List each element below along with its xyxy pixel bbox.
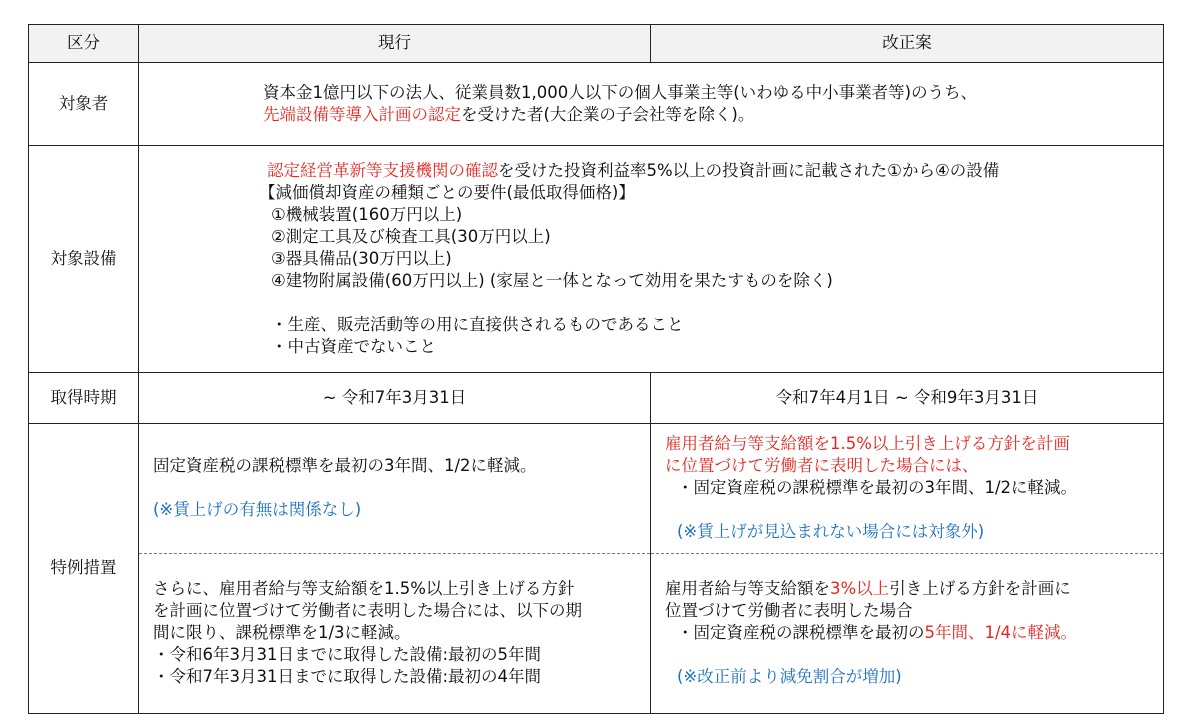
equipment-note: ・生産、販売活動等の用に直接供されるものであること	[271, 314, 684, 334]
special-revised-red1: 雇用者給与等支給額を1.5%以上引き上げる方針を計画	[665, 434, 1070, 454]
spacer	[665, 499, 1155, 521]
special-revised-bottom	[651, 553, 1164, 713]
equipment-item: ④建物附属設備(60万円以上) (家屋と一体となって効用を果たすものを除く)	[271, 270, 833, 290]
label-special-measure: 特例措置	[29, 423, 139, 713]
comparison-table	[28, 24, 1164, 714]
special-current-line1: 固定資産税の課税標準を最初の3年間、1/2に軽減。	[153, 456, 537, 476]
equipment-item: ③器具備品(30万円以上)	[271, 248, 452, 268]
row-special-measure-bottom	[29, 553, 1164, 713]
target-person-highlight: 先端設備等導入計画の認定	[263, 104, 461, 124]
equipment-highlight: 認定経営革新等支援機関の確認	[267, 160, 498, 180]
equipment-line1-rest: を受けた投資利益率5%以上の投資計画に記載された①から④の設備	[498, 160, 1000, 180]
equipment-line1	[259, 160, 1155, 182]
special-revised-bottom-line3	[665, 622, 1155, 644]
acquisition-revised: 令和7年4月1日 ~ 令和9年3月31日	[651, 373, 1164, 424]
text-segment: 引き上げる方針を計画に	[889, 579, 1071, 599]
highlight-segment: 3%以上	[830, 579, 890, 599]
acquisition-current: ~ 令和7年3月31日	[139, 373, 651, 424]
special-current-bottom-line: 間に限り、課税標準を1/3に軽減。	[153, 623, 411, 643]
label-target-person: 対象者	[29, 62, 139, 145]
spacer	[153, 477, 642, 499]
header-revised: 改正案	[651, 25, 1164, 63]
cell-target-person	[139, 62, 1164, 145]
special-revised-bottom-note: (※改正前より減免割合が増加)	[677, 667, 902, 687]
row-special-measure-top	[29, 423, 1164, 553]
header-current: 現行	[139, 25, 651, 63]
special-current-note: (※賃上げの有無は関係なし)	[153, 500, 362, 520]
equipment-line2: 【減価償却資産の種類ごとの要件(最低取得価格)】	[259, 182, 635, 202]
equipment-note: ・中古資産でないこと	[271, 336, 436, 356]
highlight-segment: 5年間、1/4に軽減。	[924, 623, 1078, 643]
special-current-bottom-line: ・令和7年3月31日までに取得した設備:最初の4年間	[153, 667, 542, 687]
spacer	[665, 644, 1155, 666]
row-target-person	[29, 62, 1164, 145]
special-current-bottom-line: を計画に位置づけて労働者に表明した場合には、以下の期	[153, 601, 582, 621]
row-acquisition-period	[29, 373, 1164, 424]
header-category: 区分	[29, 25, 139, 63]
special-revised-top	[651, 423, 1164, 553]
special-revised-bottom-line2: 位置づけて労働者に表明した場合	[665, 601, 913, 621]
special-current-bottom	[139, 553, 651, 713]
special-current-top	[139, 423, 651, 553]
target-person-line1: 資本金1億円以下の法人、従業員数1,000人以下の個人事業主等(いわゆる中小事業者等)のうち、	[263, 82, 978, 102]
cell-target-equipment	[139, 145, 1164, 372]
special-current-bottom-line: さらに、雇用者給与等支給額を1.5%以上引き上げる方針	[153, 579, 575, 599]
label-acquisition-period: 取得時期	[29, 373, 139, 424]
special-revised-red2: に位置づけて労働者に表明した場合には、	[665, 456, 979, 476]
spacer	[259, 292, 1155, 314]
special-revised-line3: ・固定資産税の課税標準を最初の3年間、1/2に軽減。	[677, 478, 1078, 498]
text-segment: 雇用者給与等支給額を	[665, 579, 830, 599]
target-person-line2-rest: を受けた者(大企業の子会社等を除く)。	[461, 104, 755, 124]
target-person-line2	[263, 104, 1155, 126]
label-target-equipment: 対象設備	[29, 145, 139, 372]
equipment-item: ②測定工具及び検査工具(30万円以上)	[271, 226, 551, 246]
equipment-item: ①機械装置(160万円以上)	[271, 204, 463, 224]
header-row	[29, 25, 1164, 63]
special-revised-note: (※賃上げが見込まれない場合には対象外)	[677, 522, 985, 542]
text-segment: ・固定資産税の課税標準を最初の	[677, 623, 925, 643]
special-revised-bottom-line1	[665, 578, 1155, 600]
special-current-bottom-line: ・令和6年3月31日までに取得した設備:最初の5年間	[153, 645, 542, 665]
row-target-equipment	[29, 145, 1164, 372]
